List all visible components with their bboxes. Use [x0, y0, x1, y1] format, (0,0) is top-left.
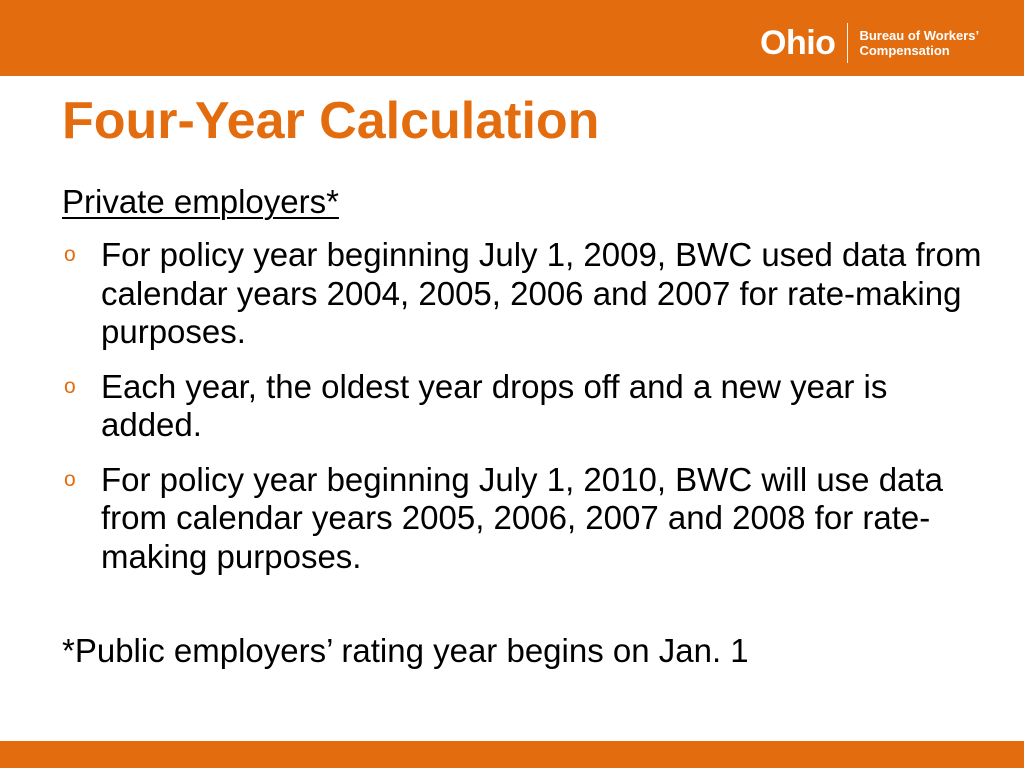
bullet-text: For policy year beginning July 1, 2009, BWC used data from calendar years 2004, 2005, 2006 and 2007 for rate-making purposes.: [101, 236, 982, 350]
logo-agency-line-2: Compensation: [859, 43, 950, 58]
footer-bar: [0, 741, 1024, 768]
bullet-circle-icon: o: [64, 243, 76, 266]
footnote: *Public employers’ rating year begins on Jan. 1: [62, 632, 749, 669]
logo-divider: [847, 23, 848, 63]
bullet-circle-icon: o: [64, 374, 76, 398]
bullet-item: [62, 236, 982, 352]
section-heading: Private employers*: [62, 183, 339, 220]
bullet-item: [62, 368, 982, 445]
logo-wordmark: Ohio: [760, 24, 836, 62]
bullet-text: For policy year beginning July 1, 2010, BWC will use data from calendar years 2005, 2006, 2007 and 2008 for rate-making purposes.: [101, 460, 943, 575]
bullet-item: [62, 461, 982, 577]
bullet-text: Each year, the oldest year drops off and a new year is added.: [101, 367, 888, 443]
slide-title: Four-Year Calculation: [62, 92, 600, 150]
logo-agency-line-1: Bureau of Workers’: [859, 28, 980, 43]
bullet-list: [62, 236, 982, 592]
ohio-bwc-logo: [760, 22, 979, 64]
bullet-circle-icon: o: [64, 467, 76, 491]
logo-agency-name: [859, 28, 979, 58]
